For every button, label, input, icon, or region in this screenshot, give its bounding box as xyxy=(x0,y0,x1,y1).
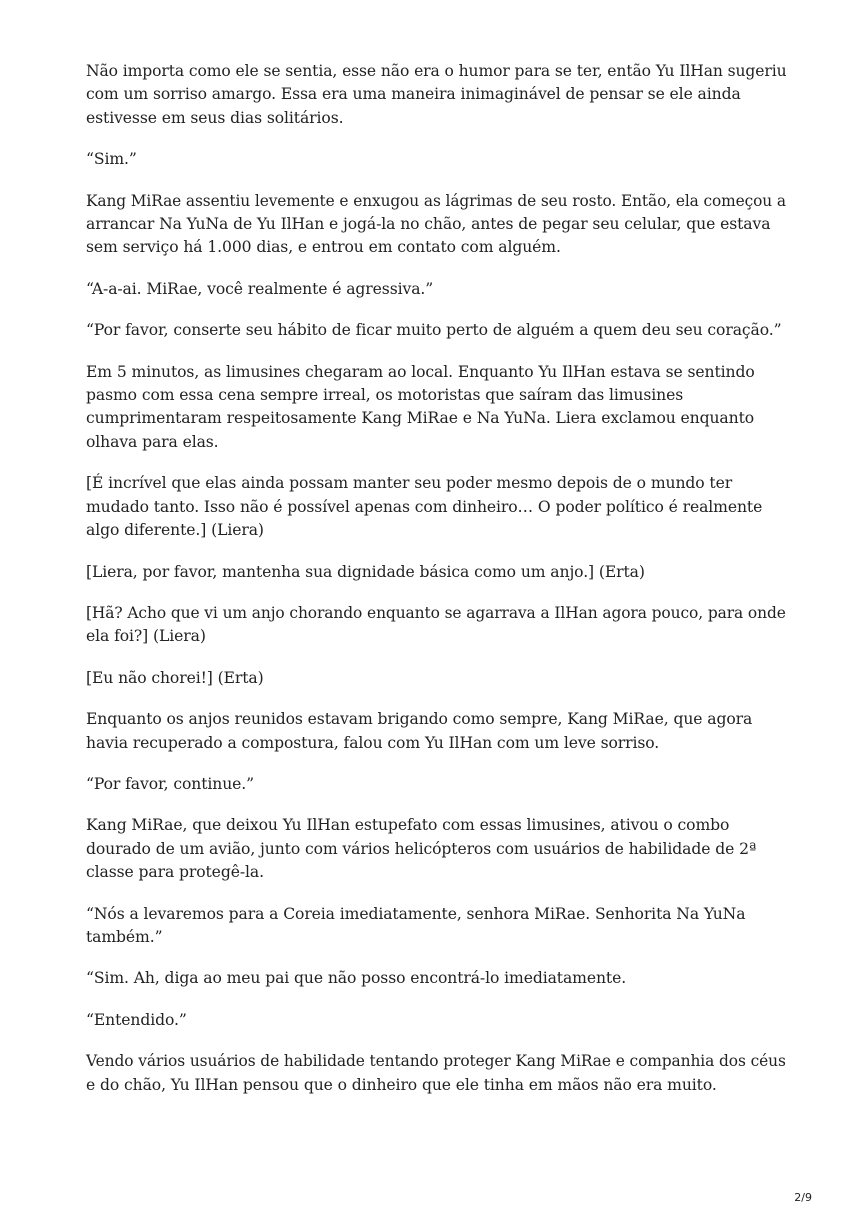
text-line: dourado de um avião, junto com vários helicópteros com usuários de habilidade de 2ª xyxy=(86,839,757,858)
paragraph xyxy=(86,708,786,755)
text-line: algo diferente.] (Liera) xyxy=(86,521,264,540)
text-line: [Liera, por favor, mantenha sua dignidade básica como um anjo.] (Erta) xyxy=(86,562,645,581)
paragraph xyxy=(86,361,786,455)
paragraph xyxy=(86,1050,786,1097)
text-line: arrancar Na YuNa de Yu IlHan e jogá-la no chão, antes de pegar seu celular, que estava xyxy=(86,215,771,234)
text-line: “Por favor, continue.” xyxy=(86,774,255,793)
paragraph xyxy=(86,1009,786,1032)
paragraph xyxy=(86,278,786,301)
text-line: Não importa como ele se sentia, esse não era o humor para se ter, então Yu IlHan sugeriu xyxy=(86,62,787,80)
paragraph xyxy=(86,60,786,130)
text-line: cumprimentaram respeitosamente Kang MiRae e Na YuNa. Liera exclamou enquanto xyxy=(86,409,755,428)
page-number: 2/9 xyxy=(794,1191,812,1204)
text-line: havia recuperado a compostura, falou com Yu IlHan com um leve sorriso. xyxy=(86,733,660,752)
paragraph xyxy=(86,319,786,342)
text-line: “Nós a levaremos para a Coreia imediatamente, senhora MiRae. Senhorita Na YuNa xyxy=(86,904,746,923)
paragraph xyxy=(86,903,786,950)
paragraph xyxy=(86,602,786,649)
text-line: sem serviço há 1.000 dias, e entrou em contato com alguém. xyxy=(86,238,561,257)
text-line: “Por favor, conserte seu hábito de ficar muito perto de alguém a quem deu seu coração.” xyxy=(86,321,782,340)
text-line: “Sim. Ah, diga ao meu pai que não posso encontrá-lo imediatamente. xyxy=(86,969,627,988)
text-line: Vendo vários usuários de habilidade tentando proteger Kang MiRae e companhia dos céus xyxy=(86,1052,786,1071)
text-line: Kang MiRae assentiu levemente e enxugou as lágrimas de seu rosto. Então, ela começou a xyxy=(86,191,786,210)
text-line: “A-a-ai. MiRae, você realmente é agressiva.” xyxy=(86,279,434,298)
text-line: mudado tanto. Isso não é possível apenas com dinheiro… O poder político é realmente xyxy=(86,497,763,516)
document-body xyxy=(86,60,786,1115)
text-line: “Entendido.” xyxy=(86,1010,187,1029)
text-line: ela foi?] (Liera) xyxy=(86,627,206,646)
text-line: estivesse em seus dias solitários. xyxy=(86,108,344,127)
text-line: com um sorriso amargo. Essa era uma maneira inimaginável de pensar se ele ainda xyxy=(86,85,741,104)
text-line: olhava para elas. xyxy=(86,432,219,451)
text-line: [Eu não chorei!] (Erta) xyxy=(86,668,264,687)
text-line: “Sim.” xyxy=(86,150,137,169)
text-line: também.” xyxy=(86,927,163,946)
paragraph xyxy=(86,967,786,990)
paragraph xyxy=(86,773,786,796)
text-line: Enquanto os anjos reunidos estavam brigando como sempre, Kang MiRae, que agora xyxy=(86,710,753,729)
paragraph xyxy=(86,667,786,690)
paragraph xyxy=(86,561,786,584)
text-line: e do chão, Yu IlHan pensou que o dinheiro que ele tinha em mãos não era muito. xyxy=(86,1075,717,1094)
text-line: Kang MiRae, que deixou Yu IlHan estupefato com essas limusines, ativou o combo xyxy=(86,816,730,835)
paragraph xyxy=(86,148,786,171)
text-line: classe para protegê-la. xyxy=(86,863,264,882)
paragraph xyxy=(86,190,786,260)
text-line: pasmo com essa cena sempre irreal, os motoristas que saíram das limusines xyxy=(86,386,684,405)
text-line: [Hã? Acho que vi um anjo chorando enquanto se agarrava a IlHan agora pouco, para onde xyxy=(86,603,786,622)
text-line: Em 5 minutos, as limusines chegaram ao local. Enquanto Yu IlHan estava se sentindo xyxy=(86,362,755,381)
text-line: [É incrível que elas ainda possam manter seu poder mesmo depois de o mundo ter xyxy=(86,474,733,493)
paragraph xyxy=(86,472,786,542)
paragraph xyxy=(86,814,786,884)
